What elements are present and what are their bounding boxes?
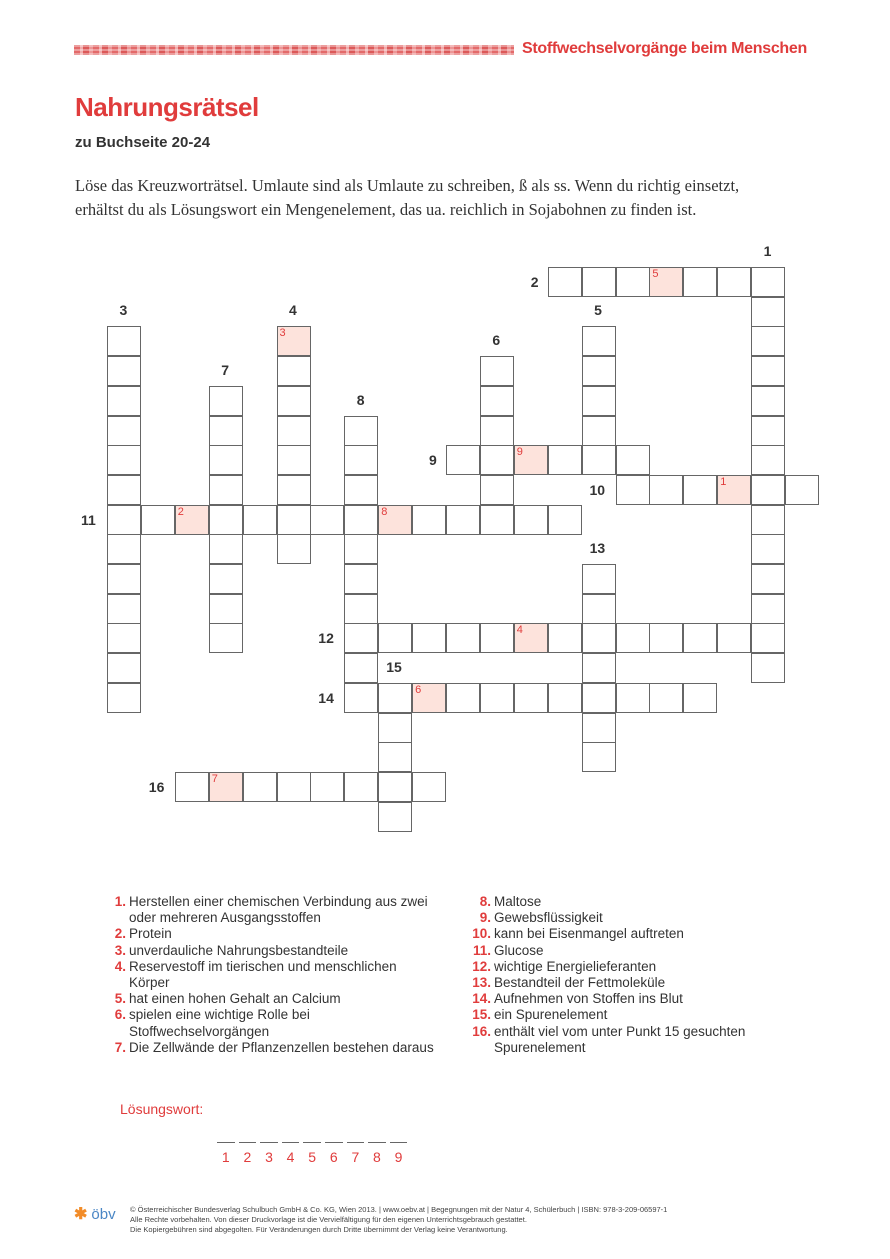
crossword-cell[interactable] (649, 683, 683, 713)
clue-text: spielen eine wichtige Rolle bei Stoffwechselvorgängen (129, 1007, 310, 1039)
crossword-cell[interactable] (344, 623, 378, 653)
solution-index: 2 (177, 505, 184, 518)
publisher-logo (74, 1204, 116, 1224)
crossword-cell[interactable] (751, 564, 785, 594)
clue-text: Die Zellwände der Pflanzenzellen bestehen daraus (129, 1039, 434, 1055)
clue-item (466, 926, 745, 942)
solution-index: 6 (415, 683, 422, 696)
solution-cell[interactable] (175, 505, 209, 535)
clue-number-4: 4 (289, 302, 297, 319)
clue-number: 12. (472, 958, 491, 974)
solution-index: 8 (381, 505, 388, 518)
solution-blank[interactable] (323, 1130, 345, 1165)
clue-number-3: 3 (119, 302, 128, 319)
instructions-line-2: erhältst du als Lösungswort ein Mengenelement, das ua. reichlich in Sojabohnen zu finden ist. (75, 200, 697, 219)
instructions-line-1: Löse das Kreuzworträtsel. Umlaute sind als Umlaute zu schreiben, ß als ss. Wenn du richtig einsetzt, (75, 176, 740, 195)
crossword-cell[interactable] (209, 445, 243, 475)
solution-cell[interactable] (514, 623, 548, 653)
clue-text: Reservestoff im tierischen und menschlichen Körper (129, 958, 397, 991)
blank-digit: 1 (221, 1149, 230, 1165)
crossword-cell[interactable] (548, 505, 582, 535)
solution-cell[interactable] (717, 475, 751, 505)
clue-text: hat einen hohen Gehalt an Calcium (129, 991, 341, 1007)
crossword-cell[interactable] (310, 772, 344, 802)
crossword-cell[interactable] (378, 742, 412, 772)
clue-number: 6. (114, 1007, 126, 1023)
crossword-cell[interactable] (751, 653, 785, 683)
crossword-cell[interactable] (480, 505, 514, 535)
crossword-cell[interactable] (107, 386, 141, 416)
crossword-cell[interactable] (175, 772, 209, 802)
crossword-cell[interactable] (243, 505, 277, 535)
crossword-cell[interactable] (277, 445, 311, 475)
crossword-cell[interactable] (548, 267, 582, 297)
crossword-cell[interactable] (751, 505, 785, 535)
clue-text: Gewebsflüssigkeit (494, 910, 603, 926)
crossword-cell[interactable] (412, 772, 446, 802)
solution-index: 4 (516, 624, 523, 637)
blank-digit: 5 (308, 1149, 317, 1165)
clues-left (112, 894, 434, 1056)
blank-digit: 6 (329, 1149, 338, 1165)
crossword-cell[interactable] (209, 534, 243, 564)
clue-number-14: 14 (318, 689, 334, 706)
crossword-cell[interactable] (277, 534, 311, 564)
solution-label: Lösungswort: (120, 1101, 204, 1117)
clue-item (112, 894, 434, 926)
clue-number: 2. (114, 926, 126, 942)
crossword-cell[interactable] (378, 713, 412, 743)
blank-line (303, 1130, 321, 1143)
section-title: Stoffwechselvorgänge beim Menschen (522, 40, 807, 57)
crossword-cell[interactable] (378, 772, 412, 802)
crossword-cell[interactable] (277, 505, 311, 535)
solution-blanks (215, 1130, 409, 1165)
clue-text: Maltose (494, 894, 542, 909)
crossword-cell[interactable] (446, 623, 480, 653)
crossword-cell[interactable] (107, 623, 141, 653)
clue-item (466, 959, 745, 975)
crossword-cell[interactable] (277, 356, 311, 386)
crossword-cell[interactable] (378, 802, 412, 832)
footer-line-1: © Österreichischer Bundesverlag Schulbuch GmbH & Co. KG, Wien 2013. | www.oebv.at | Begegnungen mit der Natur 4, Schülerbuch | ISBN: 978-3-209-06597-1 (130, 1205, 668, 1214)
clue-number: 11. (472, 942, 491, 958)
crossword-cell[interactable] (107, 594, 141, 624)
clue-number: 1. (114, 894, 126, 909)
clue-number: 7. (114, 1039, 126, 1055)
solution-blank[interactable] (237, 1130, 259, 1165)
crossword-cell[interactable] (717, 267, 751, 297)
crossword-cell[interactable] (548, 445, 582, 475)
crossword-cell[interactable] (480, 386, 514, 416)
instructions (75, 174, 835, 222)
clue-text: wichtige Energielieferanten (494, 958, 657, 974)
crossword-cell[interactable] (717, 623, 751, 653)
footer (130, 1205, 667, 1235)
clue-item (466, 975, 745, 991)
crossword-cell[interactable] (209, 594, 243, 624)
clue-number: 9. (479, 910, 491, 926)
clue-item (466, 1007, 745, 1023)
crossword-cell[interactable] (751, 416, 785, 446)
crossword-cell[interactable] (107, 445, 141, 475)
crossword-cell[interactable] (616, 267, 650, 297)
crossword-cell[interactable] (582, 683, 616, 713)
blank-line (217, 1130, 235, 1143)
crossword-cell[interactable] (480, 683, 514, 713)
clue-item (112, 959, 434, 991)
clues-right (466, 894, 745, 1056)
solution-blank[interactable] (366, 1130, 388, 1165)
solution-index: 1 (720, 475, 727, 488)
crossword-cell[interactable] (582, 742, 616, 772)
blank-digit: 9 (394, 1149, 403, 1165)
crossword-cell[interactable] (344, 505, 378, 535)
solution-index: 9 (516, 446, 523, 459)
blank-digit: 7 (351, 1149, 360, 1165)
clue-number: 5. (114, 991, 126, 1007)
solution-blank[interactable] (388, 1130, 410, 1165)
page-title: Nahrungsrätsel (75, 92, 259, 122)
crossword-cell[interactable] (243, 772, 277, 802)
clue-number-5: 5 (594, 302, 602, 319)
crossword-cell[interactable] (480, 445, 514, 475)
crossword-cell[interactable] (277, 386, 311, 416)
clue-number: 13. (472, 975, 491, 991)
clue-number-1: 1 (763, 243, 772, 259)
crossword-cell[interactable] (344, 772, 378, 802)
clue-number: 15. (472, 1007, 491, 1023)
crossword-cell[interactable] (107, 505, 141, 535)
crossword-cell[interactable] (751, 356, 785, 386)
clue-number: 10. (472, 926, 491, 942)
crossword-cell[interactable] (209, 386, 243, 416)
footer-line-3: Die Kopiergebühren sind abgegolten. Für Veränderungen durch Dritte übernimmt der Verlag keine Verantwortung. (130, 1225, 508, 1234)
solution-cell[interactable] (378, 505, 412, 535)
crossword-cell[interactable] (582, 416, 616, 446)
clue-item (466, 1024, 745, 1056)
crossword-cell[interactable] (209, 475, 243, 505)
crossword-cell[interactable] (582, 445, 616, 475)
blank-digit: 3 (265, 1149, 273, 1165)
solution-cell[interactable] (649, 267, 683, 297)
crossword-cell[interactable] (480, 475, 514, 505)
crossword-cell[interactable] (582, 267, 616, 297)
clue-text: Herstellen einer chemischen Verbindung aus zwei oder mehreren Ausgangsstoffen (129, 894, 428, 926)
crossword-cell[interactable] (378, 623, 412, 653)
crossword-cell[interactable] (616, 683, 650, 713)
crossword-cell[interactable] (751, 594, 785, 624)
crossword-cell[interactable] (683, 683, 717, 713)
crossword-cell[interactable] (582, 594, 616, 624)
clue-number-2: 2 (530, 274, 539, 290)
crossword-cell[interactable] (446, 683, 480, 713)
crossword-cell[interactable] (344, 594, 378, 624)
crossword-cell[interactable] (751, 534, 785, 564)
clue-text: enthält viel vom unter Punkt 15 gesuchten Spurenelement (494, 1023, 746, 1055)
crossword-cell[interactable] (277, 475, 311, 505)
crossword-cell[interactable] (344, 534, 378, 564)
clue-number-16: 16 (148, 778, 165, 795)
crossword-cell[interactable] (548, 683, 582, 713)
crossword-cell[interactable] (344, 653, 378, 683)
crossword-cell[interactable] (344, 564, 378, 594)
page-subtitle: zu Buchseite 20-24 (75, 134, 211, 151)
crossword-cell[interactable] (344, 683, 378, 713)
clue-item (466, 943, 745, 959)
clue-number-12: 12 (318, 630, 334, 647)
crossword-cell[interactable] (683, 475, 717, 505)
crossword-cell[interactable] (107, 475, 141, 505)
clue-item (466, 910, 745, 926)
crossword-cell[interactable] (277, 772, 311, 802)
solution-index: 5 (652, 268, 659, 280)
crossword-cell[interactable] (378, 683, 412, 713)
clue-number-11: 11 (81, 511, 96, 528)
crossword-cell[interactable] (209, 623, 243, 653)
crossword-cell[interactable] (616, 475, 650, 505)
clue-number-10: 10 (589, 481, 606, 498)
crossword-cell[interactable] (107, 653, 141, 683)
crossword-cell[interactable] (412, 505, 446, 535)
solution-blank[interactable] (280, 1130, 302, 1165)
crossword-cell[interactable] (107, 416, 141, 446)
solution-index: 3 (279, 327, 286, 340)
blank-line (282, 1130, 300, 1143)
blank-line (325, 1130, 343, 1143)
blank-line (239, 1130, 257, 1143)
clue-item (112, 1007, 434, 1039)
crossword-cell[interactable] (480, 623, 514, 653)
crossword-cell[interactable] (649, 623, 683, 653)
crossword-cell[interactable] (582, 713, 616, 743)
crossword-cell[interactable] (785, 475, 819, 505)
clue-number: 14. (472, 991, 491, 1007)
clue-text: Aufnehmen von Stoffen ins Blut (494, 991, 683, 1007)
clue-number-15: 15 (386, 659, 402, 676)
blank-digit: 4 (286, 1149, 295, 1165)
crossword-cell[interactable] (683, 267, 717, 297)
clue-text: Glucose (494, 942, 544, 958)
blank-digit: 2 (243, 1149, 252, 1165)
crossword-cell[interactable] (277, 416, 311, 446)
star-figure-icon: ✱ (74, 1206, 88, 1223)
clue-text: ein Spurenelement (494, 1007, 608, 1023)
crossword-cell[interactable] (514, 683, 548, 713)
crossword-cell[interactable] (107, 326, 141, 356)
crossword-cell[interactable] (582, 356, 616, 386)
crossword-cell[interactable] (344, 475, 378, 505)
header-decorative-bar (74, 45, 514, 55)
clue-number-7: 7 (221, 361, 229, 378)
clue-text: Bestandteil der Fettmoleküle (494, 975, 666, 991)
clue-item (466, 894, 745, 910)
clue-number-6: 6 (492, 332, 501, 349)
crossword-cell[interactable] (751, 386, 785, 416)
crossword-cell[interactable] (209, 416, 243, 446)
crossword-cell[interactable] (141, 505, 175, 535)
crossword-cell[interactable] (310, 505, 344, 535)
crossword-cell[interactable] (107, 356, 141, 386)
blank-digit: 8 (373, 1149, 381, 1165)
clue-item (112, 1040, 434, 1056)
solution-cell[interactable] (277, 326, 311, 356)
crossword-cell[interactable] (514, 505, 548, 535)
crossword-cell[interactable] (582, 653, 616, 683)
crossword-cell[interactable] (751, 623, 785, 653)
clue-item (466, 991, 745, 1007)
crossword-cell[interactable] (412, 623, 446, 653)
crossword-cell[interactable] (209, 505, 243, 535)
crossword-cell[interactable] (344, 445, 378, 475)
clue-number-8: 8 (356, 391, 365, 408)
crossword-cell[interactable] (751, 326, 785, 356)
clue-item (112, 943, 434, 959)
solution-blank[interactable] (215, 1130, 237, 1165)
crossword-cell[interactable] (344, 416, 378, 446)
logo-text: öbv (91, 1205, 116, 1223)
crossword-cell[interactable] (582, 623, 616, 653)
clue-text: Protein (129, 926, 172, 942)
crossword-cell[interactable] (446, 505, 480, 535)
solution-cell[interactable] (514, 445, 548, 475)
clue-text: unverdauliche Nahrungsbestandteile (129, 942, 349, 958)
crossword-cell[interactable] (751, 267, 785, 297)
crossword-cell[interactable] (480, 416, 514, 446)
clue-text: kann bei Eisenmangel auftreten (494, 926, 684, 942)
blank-line (390, 1130, 408, 1143)
crossword-cell[interactable] (751, 475, 785, 505)
crossword-cell[interactable] (209, 564, 243, 594)
blank-line (368, 1130, 386, 1143)
clue-number-9: 9 (429, 452, 437, 469)
crossword-cell[interactable] (548, 623, 582, 653)
solution-blank[interactable] (345, 1130, 367, 1165)
crossword-cell[interactable] (582, 326, 616, 356)
solution-blank[interactable] (258, 1130, 280, 1165)
blank-line (347, 1130, 365, 1143)
clue-item (112, 926, 434, 942)
crossword-cell[interactable] (107, 683, 141, 713)
clue-number-13: 13 (589, 540, 606, 556)
crossword-cell[interactable] (616, 623, 650, 653)
footer-line-2: Alle Rechte vorbehalten. Von dieser Druckvorlage ist die Vervielfältigung für den eigenen Unterrichtsgebrauch gestattet. (130, 1215, 527, 1224)
clue-number: 3. (114, 942, 126, 958)
crossword-cell[interactable] (480, 356, 514, 386)
solution-cell[interactable] (209, 772, 243, 802)
solution-index: 7 (211, 772, 218, 785)
crossword-cell[interactable] (649, 475, 683, 505)
crossword-cell[interactable] (616, 445, 650, 475)
blank-line (260, 1130, 278, 1143)
crossword-cell[interactable] (107, 564, 141, 594)
crossword-cell[interactable] (107, 534, 141, 564)
crossword-cell[interactable] (446, 445, 480, 475)
crossword-cell[interactable] (582, 386, 616, 416)
clue-number: 8. (479, 894, 491, 909)
clue-number: 16. (472, 1023, 491, 1039)
crossword-cell[interactable] (751, 445, 785, 475)
clue-item (112, 991, 434, 1007)
crossword-cell[interactable] (683, 623, 717, 653)
crossword-cell[interactable] (751, 297, 785, 327)
clue-number: 4. (114, 958, 126, 974)
solution-cell[interactable] (412, 683, 446, 713)
crossword-cell[interactable] (582, 564, 616, 594)
solution-blank[interactable] (301, 1130, 323, 1165)
